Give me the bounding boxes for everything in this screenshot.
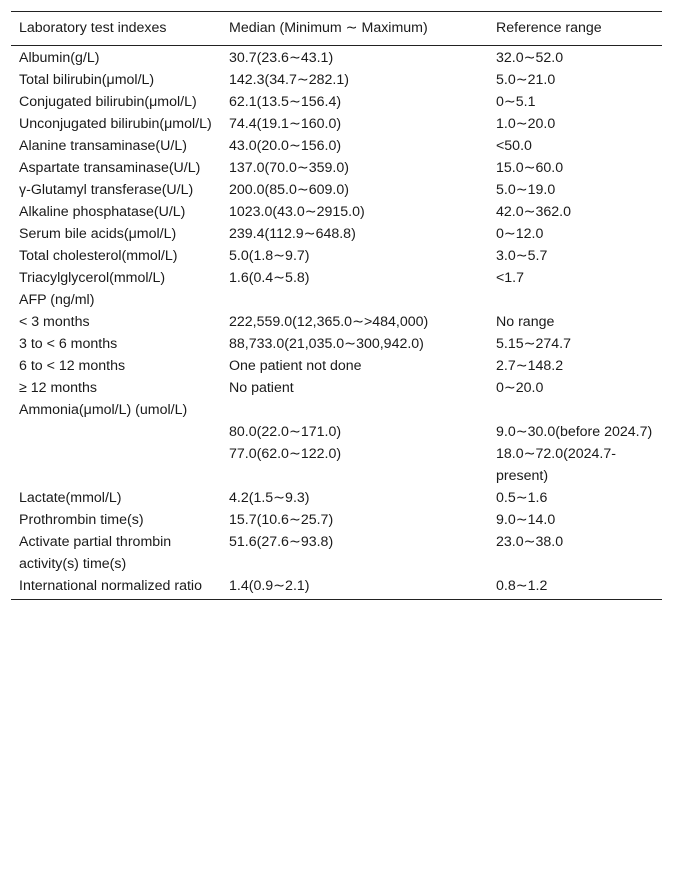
column-header-test: Laboratory test indexes — [11, 12, 221, 46]
median-value-cell: 200.0(85.0∼609.0) — [229, 182, 349, 198]
reference-range-cell: 5.15∼274.7 — [496, 336, 572, 352]
test-name-cell: Activate partial thrombin activity(s) time(s) — [19, 534, 172, 572]
test-name-cell: AFP (ng/ml) — [19, 292, 95, 308]
table-row — [11, 355, 662, 377]
test-name-cell: Albumin(g/L) — [19, 50, 100, 66]
lab-results-table-container — [11, 11, 662, 600]
table-row — [11, 487, 662, 509]
table-row — [11, 201, 662, 223]
test-name-cell: Alkaline phosphatase(U/L) — [19, 204, 186, 220]
reference-range-cell: 0.8∼1.2 — [496, 578, 548, 594]
table-row — [11, 509, 662, 531]
median-value-cell: 1.4(0.9∼2.1) — [229, 578, 310, 594]
test-name-cell: Prothrombin time(s) — [19, 512, 144, 528]
reference-range-cell: 1.0∼20.0 — [496, 116, 556, 132]
test-name-cell — [11, 421, 221, 443]
test-name-cell: Lactate(mmol/L) — [19, 490, 122, 506]
median-value-cell: 4.2(1.5∼9.3) — [229, 490, 310, 506]
median-value-cell: 51.6(27.6∼93.8) — [229, 534, 334, 550]
median-value-cell — [221, 289, 488, 311]
test-name-cell: International normalized ratio — [19, 578, 202, 594]
reference-range-cell: 9.0∼14.0 — [496, 512, 556, 528]
reference-range-cell: 15.0∼60.0 — [496, 160, 564, 176]
test-name-cell: Serum bile acids(μmol/L) — [19, 226, 177, 242]
reference-range-cell: 32.0∼52.0 — [496, 50, 564, 66]
test-name-cell: 3 to < 6 months — [19, 336, 118, 352]
test-name-cell: 6 to < 12 months — [19, 358, 126, 374]
median-value-cell: 30.7(23.6∼43.1) — [229, 50, 334, 66]
reference-range-cell: <50.0 — [496, 138, 532, 154]
median-value-cell — [221, 399, 488, 421]
reference-range-cell: 9.0∼30.0(before 2024.7) — [496, 424, 653, 440]
table-row — [11, 443, 662, 487]
median-value-cell: 80.0(22.0∼171.0) — [229, 424, 342, 440]
table-row — [11, 245, 662, 267]
table-row — [11, 575, 662, 599]
reference-range-cell: 5.0∼19.0 — [496, 182, 556, 198]
median-value-cell: 77.0(62.0∼122.0) — [229, 446, 342, 462]
median-value-cell: 15.7(10.6∼25.7) — [229, 512, 334, 528]
table-row — [11, 267, 662, 289]
median-value-cell: 1023.0(43.0∼2915.0) — [229, 204, 365, 220]
test-name-cell: Ammonia(μmol/L) (umol/L) — [19, 402, 188, 418]
lab-results-table — [11, 12, 662, 599]
test-name-cell: Alanine transaminase(U/L) — [19, 138, 187, 154]
median-value-cell: 88,733.0(21,035.0∼300,942.0) — [229, 336, 424, 352]
table-header — [11, 12, 662, 46]
table-row — [11, 157, 662, 179]
table-row — [11, 399, 662, 421]
column-header-reference: Reference range — [488, 12, 662, 46]
table-body — [11, 46, 662, 600]
reference-range-cell: 0∼5.1 — [496, 94, 536, 110]
test-name-cell: Aspartate transaminase(U/L) — [19, 160, 201, 176]
median-value-cell: One patient not done — [229, 358, 362, 374]
table-row — [11, 311, 662, 333]
test-name-cell: < 3 months — [19, 314, 90, 330]
table-row — [11, 179, 662, 201]
median-value-cell: 43.0(20.0∼156.0) — [229, 138, 342, 154]
table-row — [11, 421, 662, 443]
table-row — [11, 531, 662, 575]
table-row — [11, 113, 662, 135]
median-value-cell: 62.1(13.5∼156.4) — [229, 94, 342, 110]
reference-range-cell: 2.7∼148.2 — [496, 358, 564, 374]
reference-range-cell: 0∼12.0 — [496, 226, 544, 242]
test-name-cell: γ-Glutamyl transferase(U/L) — [19, 182, 194, 198]
test-name-cell: Triacylglycerol(mmol/L) — [19, 270, 166, 286]
table-row — [11, 289, 662, 311]
median-value-cell: 74.4(19.1∼160.0) — [229, 116, 342, 132]
table-row — [11, 333, 662, 355]
reference-range-cell: <1.7 — [496, 270, 525, 286]
median-value-cell: 222,559.0(12,365.0∼>484,000) — [229, 314, 429, 330]
median-value-cell: 239.4(112.9∼648.8) — [229, 226, 356, 242]
reference-range-cell: 42.0∼362.0 — [496, 204, 572, 220]
test-name-cell: Total cholesterol(mmol/L) — [19, 248, 178, 264]
column-header-median: Median (Minimum ∼ Maximum) — [221, 12, 488, 46]
median-value-cell: 142.3(34.7∼282.1) — [229, 72, 349, 88]
median-value-cell: 5.0(1.8∼9.7) — [229, 248, 310, 264]
reference-range-cell: 0.5∼1.6 — [496, 490, 548, 506]
test-name-cell — [11, 443, 221, 487]
test-name-cell: Conjugated bilirubin(μmol/L) — [19, 94, 197, 110]
reference-range-cell: 3.0∼5.7 — [496, 248, 548, 264]
test-name-cell: ≥ 12 months — [19, 380, 97, 396]
reference-range-cell: 0∼20.0 — [496, 380, 544, 396]
table-row — [11, 91, 662, 113]
reference-range-cell — [488, 289, 662, 311]
median-value-cell: 137.0(70.0∼359.0) — [229, 160, 349, 176]
reference-range-cell: 23.0∼38.0 — [496, 534, 564, 550]
median-value-cell: 1.6(0.4∼5.8) — [229, 270, 310, 286]
table-row — [11, 46, 662, 70]
table-row — [11, 377, 662, 399]
test-name-cell: Total bilirubin(μmol/L) — [19, 72, 155, 88]
reference-range-cell: No range — [496, 314, 555, 330]
table-row — [11, 223, 662, 245]
median-value-cell: No patient — [229, 380, 294, 396]
reference-range-cell: 18.0∼72.0(2024.7-present) — [496, 446, 616, 484]
test-name-cell: Unconjugated bilirubin(μmol/L) — [19, 116, 212, 132]
table-row — [11, 69, 662, 91]
header-row — [11, 12, 662, 46]
reference-range-cell — [488, 399, 662, 421]
table-row — [11, 135, 662, 157]
reference-range-cell: 5.0∼21.0 — [496, 72, 556, 88]
